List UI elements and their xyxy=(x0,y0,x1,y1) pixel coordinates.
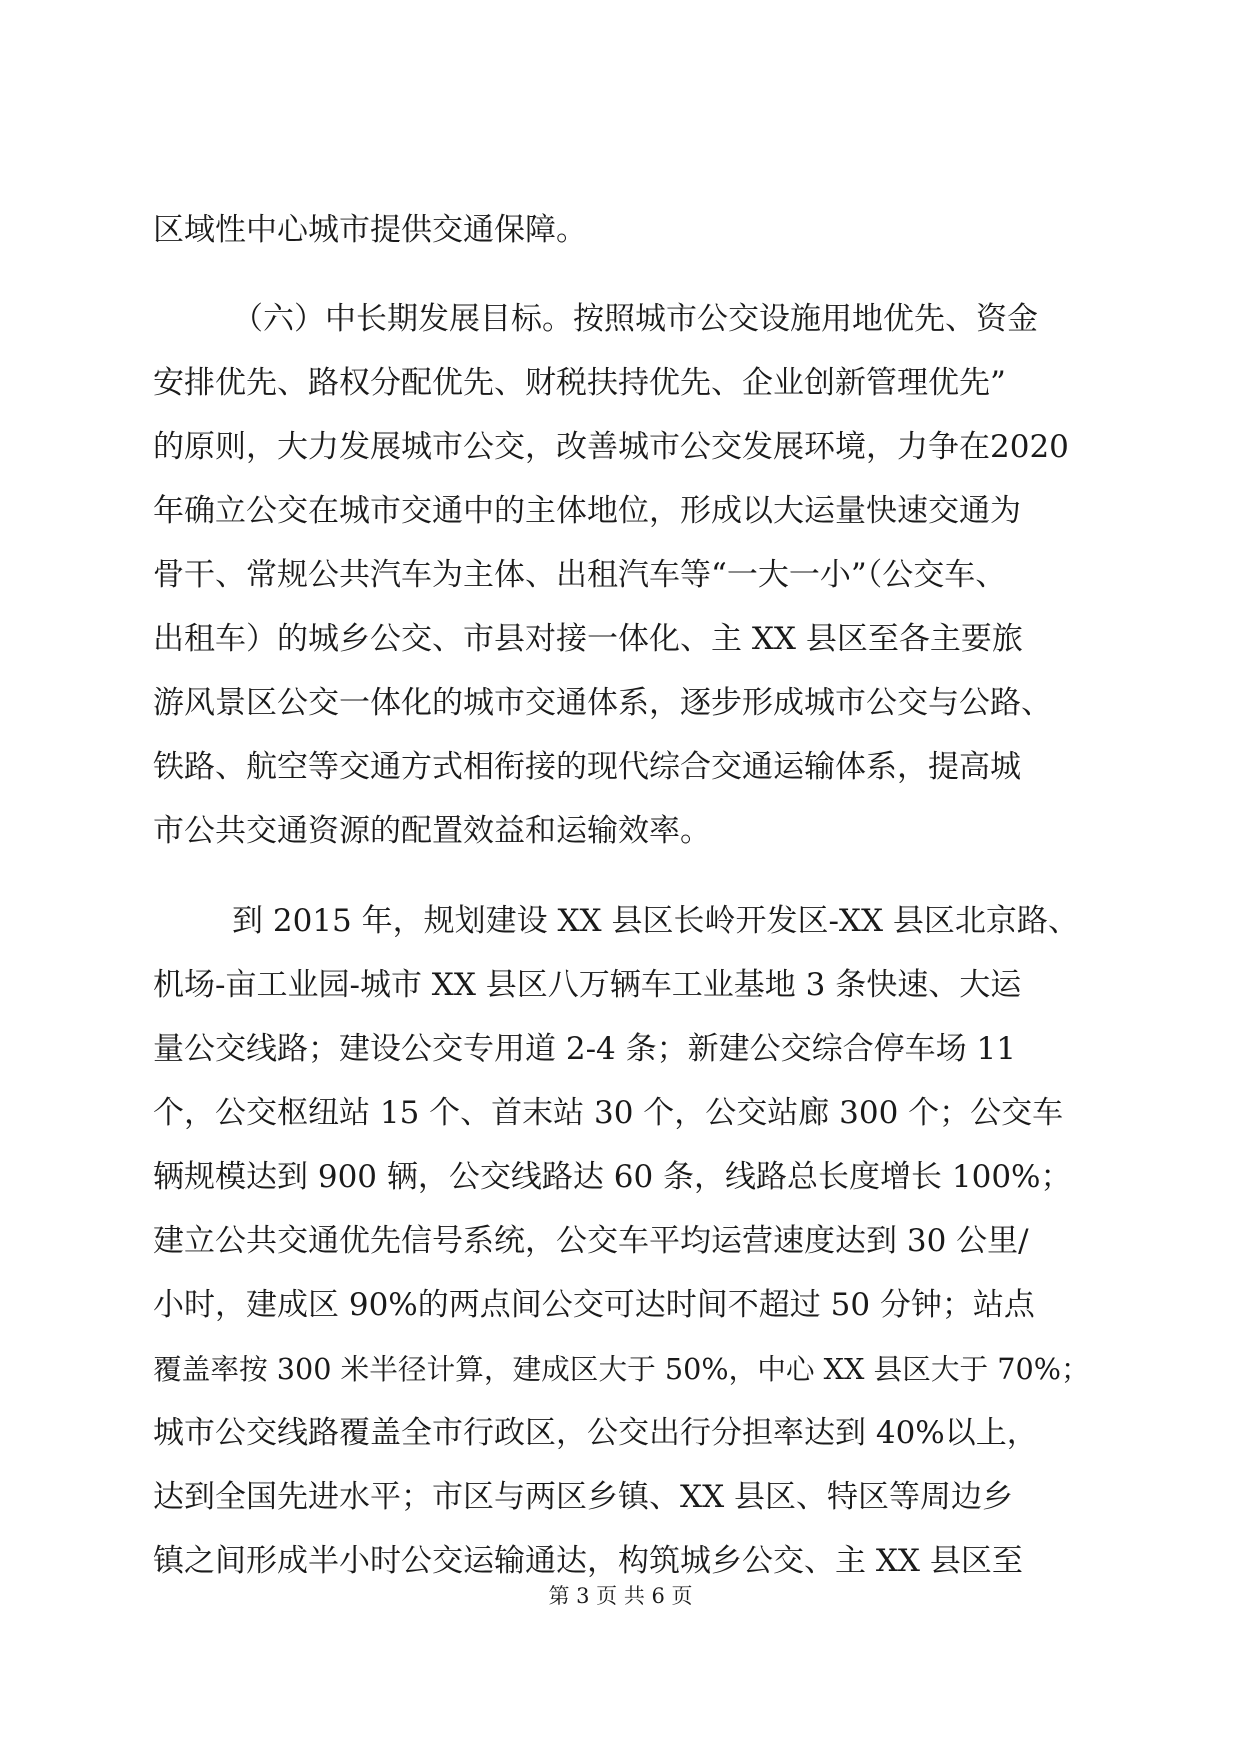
text-line-content: 区域性中心城市提供交通保障。 xyxy=(153,212,587,248)
text-line-content: 小时，建成区 90%的两点间公交可达时间不超过 50 分钟；站点 xyxy=(153,1287,1035,1323)
text-line xyxy=(0,299,1241,339)
text-line xyxy=(0,555,1241,595)
text-line-content: 游风景区公交一体化的城市交通体系，逐步形成城市公交与公路、 xyxy=(153,685,1052,721)
text-line-content: 骨干、常规公共汽车为主体、出租汽车等“一大一小”（公交车、 xyxy=(153,557,1007,593)
text-line xyxy=(0,1285,1241,1325)
text-line-content: 铁路、航空等交通方式相衔接的现代综合交通运输体系，提高城 xyxy=(153,749,1021,785)
text-line-content: 年确立公交在城市交通中的主体地位，形成以大运量快速交通为 xyxy=(153,493,1021,529)
page-number-label: 第 3 页 共 6 页 xyxy=(548,1584,693,1608)
text-line xyxy=(0,363,1241,403)
text-line-content: 机场-亩工业园-城市 XX 县区八万辆车工业基地 3 条快速、大运 xyxy=(153,967,1022,1003)
text-line xyxy=(0,1349,1241,1389)
text-line xyxy=(0,1413,1241,1453)
text-line-content: 镇之间形成半小时公交运输通达，构筑城乡公交、主 XX 县区至 xyxy=(153,1543,1023,1579)
text-line-content: 个，公交枢纽站 15 个、首末站 30 个，公交站廊 300 个；公交车 xyxy=(153,1095,1064,1131)
text-line-content: 量公交线路；建设公交专用道 2-4 条；新建公交综合停车场 11 xyxy=(153,1031,1016,1067)
text-line xyxy=(0,683,1241,723)
text-line-content: 安排优先、路权分配优先、财税扶持优先、企业创新管理优先” xyxy=(153,365,1006,401)
text-line-content: 城市公交线路覆盖全市行政区，公交出行分担率达到 40%以上， xyxy=(153,1415,1038,1451)
text-line-content: 建立公共交通优先信号系统，公交车平均运营速度达到 30 公里/ xyxy=(153,1223,1029,1259)
text-line xyxy=(0,1029,1241,1069)
text-line-content: 的原则，大力发展城市公交，改善城市公交发展环境，力争在2020 xyxy=(153,429,1069,465)
text-line xyxy=(0,1093,1241,1133)
page-footer xyxy=(0,1582,1241,1610)
text-line-content: 市公共交通资源的配置效益和运输效率。 xyxy=(153,813,711,849)
text-line xyxy=(0,965,1241,1005)
text-line xyxy=(0,1221,1241,1261)
text-line xyxy=(0,811,1241,851)
text-line-content: 出租车）的城乡公交、市县对接一体化、主 XX 县区至各主要旅 xyxy=(153,621,1023,657)
text-line-content: 到 2015 年，规划建设 XX 县区长岭开发区-XX 县区北京路、 xyxy=(232,903,1079,939)
text-line xyxy=(0,747,1241,787)
text-line-content: 辆规模达到 900 辆，公交线路达 60 条，线路总长度增长 100%； xyxy=(153,1159,1072,1195)
text-line xyxy=(0,1477,1241,1517)
text-line xyxy=(0,427,1241,467)
text-line xyxy=(0,1541,1241,1581)
text-line xyxy=(0,491,1241,531)
text-line-content: 覆盖率按 300 米半径计算，建成区大于 50%，中心 XX 县区大于 70%； xyxy=(153,1352,1090,1386)
text-line-content: 达到全国先进水平；市区与两区乡镇、XX 县区、特区等周边乡 xyxy=(153,1479,1013,1515)
text-line xyxy=(0,901,1241,941)
text-line-content: （六）中长期发展目标。按照城市公交设施用地优先、资金 xyxy=(232,301,1038,337)
text-line xyxy=(0,1157,1241,1197)
text-line xyxy=(0,210,1241,250)
text-line xyxy=(0,619,1241,659)
